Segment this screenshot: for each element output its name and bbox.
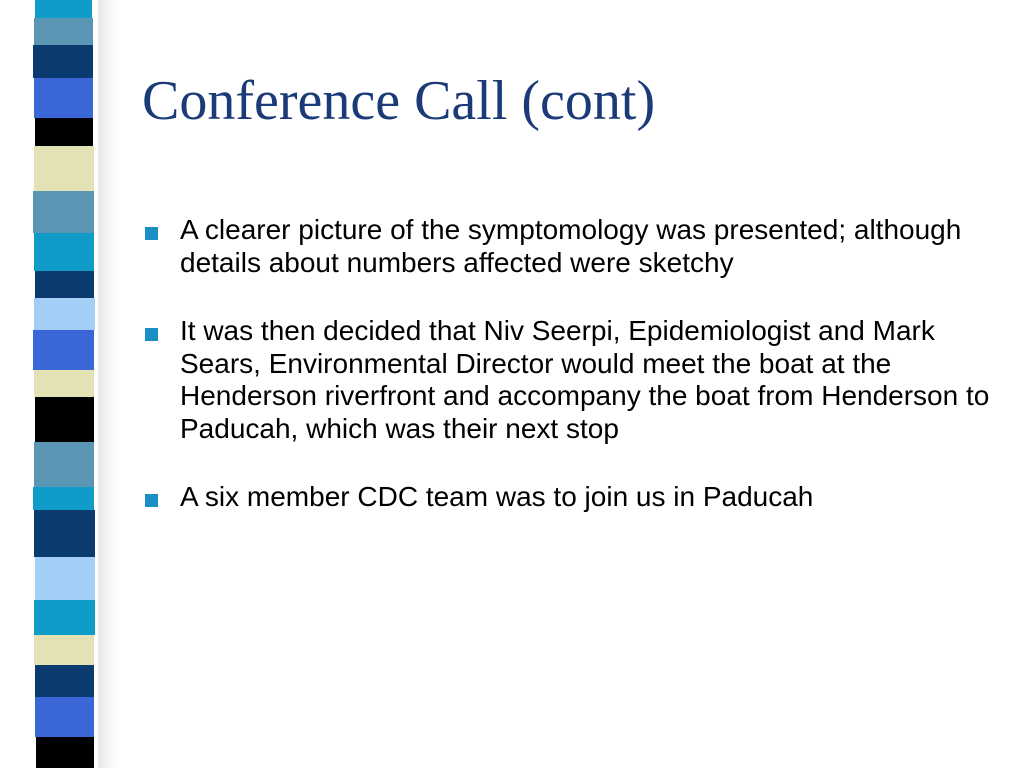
stripe-segment (34, 146, 94, 191)
stripe-segment (34, 442, 94, 487)
stripe-segment (35, 271, 94, 298)
bullet-item (142, 481, 992, 514)
slide-title: Conference Call (cont) (142, 70, 656, 132)
stripe-segment (33, 487, 94, 510)
square-bullet-icon (145, 494, 158, 507)
square-bullet-icon (145, 227, 158, 240)
decorative-stripe (30, 0, 100, 768)
stripe-segment (34, 635, 94, 665)
stripe-segment (35, 697, 94, 737)
stripe-segment (35, 397, 94, 442)
stripe-segment (34, 510, 95, 557)
stripe-segment (35, 118, 93, 146)
bullet-list (142, 214, 992, 514)
stripe-segment (34, 298, 95, 330)
stripe-segment (33, 45, 93, 78)
stripe-segment (34, 600, 95, 635)
bullet-item (142, 214, 992, 279)
stripe-segment (35, 0, 92, 18)
bullet-text: A six member CDC team was to join us in Paducah (180, 481, 814, 512)
decorative-stripe-shadow (98, 0, 118, 768)
bullet-text: A clearer picture of the symptomology was presented; although details about numbers affected were sketchy (180, 214, 962, 278)
square-bullet-icon (145, 328, 158, 341)
stripe-segment (34, 370, 94, 397)
stripe-segment (34, 78, 93, 118)
bullet-item (142, 315, 992, 445)
bullet-text: It was then decided that Niv Seerpi, Epidemiologist and Mark Sears, Environmental Director would meet the boat at the Henderson riverfront and accompany the boat from Henderson to Paducah, which was their next stop (180, 315, 990, 444)
stripe-segment (33, 330, 94, 370)
stripe-segment (33, 191, 94, 233)
stripe-segment (36, 737, 94, 768)
stripe-segment (35, 665, 94, 697)
stripe-segment (35, 557, 95, 600)
stripe-segment (34, 233, 94, 271)
stripe-segment (34, 18, 93, 45)
